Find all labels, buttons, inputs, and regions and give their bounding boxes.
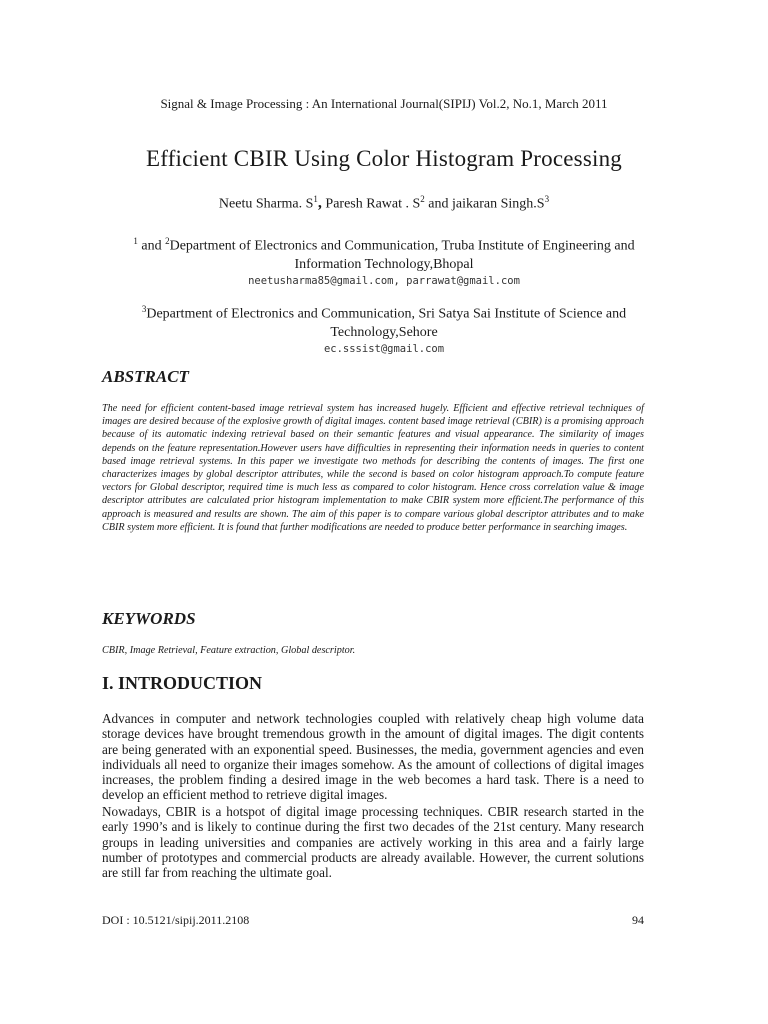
doi-text: DOI : 10.5121/sipij.2011.2108 <box>102 913 250 927</box>
affiliation-2 <box>0 300 768 356</box>
author-3-sup: 3 <box>544 194 550 204</box>
keywords-heading: KEYWORDS <box>102 609 196 628</box>
page-footer <box>102 913 644 928</box>
author-2-sup: 2 <box>420 194 425 204</box>
abstract-text: The need for efficient content-based image retrieval system has increased hugely. Efficient and effective retrieval techniques of images are desired because of the explosive growth of digital images. content based image retrieval (CBIR) is a promising approach because of its automatic indexing retrieval based on their semantic features and visual appearance. The similarity of images depends on the feature representation.However users have difficulties in representing their information needs in queries to content based image retrieval systems. In this paper we investigate two methods for describing the contents of images. The first one characterizes images by global descriptor attributes, while the second is based on color histogram approach.To compute feature vectors for Global descriptor, required time is much less as compared to color histogram. Hence cross correlation value & image descriptor attributes are calculated prior histogram implementation to make CBIR system more efficient.The performance of this approach is measured and results are shown. The aim of this paper is to compare various global descriptor attributes and to make CBIR system more efficient. It is found that further modifications are needed to produce better performance in searching images. <box>102 403 644 533</box>
author-3: and jaikaran Singh.S <box>424 196 545 212</box>
page-number: 94 <box>632 913 644 927</box>
author-1-sup: 1 <box>313 194 318 204</box>
affiliation-1-line1: Department of Electronics and Communication, Truba Institute of Engineering and <box>169 238 635 254</box>
paper-title: Efficient CBIR Using Color Histogram Processing <box>146 146 622 171</box>
author-1: Neetu Sharma. S <box>218 196 314 212</box>
affiliation-1-and: and <box>137 238 166 254</box>
author-2: Paresh Rawat . S <box>321 196 421 212</box>
author-separator: , <box>317 194 322 212</box>
abstract-heading: ABSTRACT <box>102 367 189 386</box>
keywords-text: CBIR, Image Retrieval, Feature extraction, Global descriptor. <box>102 645 356 656</box>
affiliation-1-email[interactable]: neetusharma85@gmail.com, parrawat@gmail.com <box>248 274 520 287</box>
affiliation-2-line1: Department of Electronics and Communication, Sri Satya Sai Institute of Science and <box>146 306 627 322</box>
affiliation-2-line2: Technology,Sehore <box>330 324 438 340</box>
introduction-heading: I. INTRODUCTION <box>102 673 263 693</box>
affiliation-2-sup: 3 <box>141 304 147 314</box>
introduction-paragraph-2: Nowadays, CBIR is a hotspot of digital image processing techniques. CBIR research started in the early 1990’s and is likely to continue during the first two decades of the 21st century. Many research groups in leading universities and companies are actively working in this area and a fairly large number of prototypes and commercial products are already available. However, the current solutions are still far from reaching the ultimate goal. <box>102 804 644 881</box>
affiliation-1-line2: Information Technology,Bhopal <box>294 256 474 272</box>
author-list <box>0 194 768 213</box>
affiliation-1-sup-b: 2 <box>165 236 170 246</box>
affiliation-1-sup-a: 1 <box>133 236 138 246</box>
affiliation-2-email[interactable]: ec.sssist@gmail.com <box>323 342 445 355</box>
journal-header: Signal & Image Processing : An International Journal(SIPIJ) Vol.2, No.1, March 2011 <box>160 96 608 111</box>
affiliation-1 <box>0 232 768 288</box>
introduction-paragraph-1: Advances in computer and network technologies coupled with relatively cheap high volume data storage devices have brought tremendous growth in the amount of digital images. The digit contents are being generated with an exponential speed. Businesses, the media, government agencies and even individuals all need to organize their images somehow. As the amount of collections of digital images increases, the problem finding a desired image in the web becomes a hard task. There is a need to develop an efficient method to retrieve digital images. <box>102 711 644 803</box>
